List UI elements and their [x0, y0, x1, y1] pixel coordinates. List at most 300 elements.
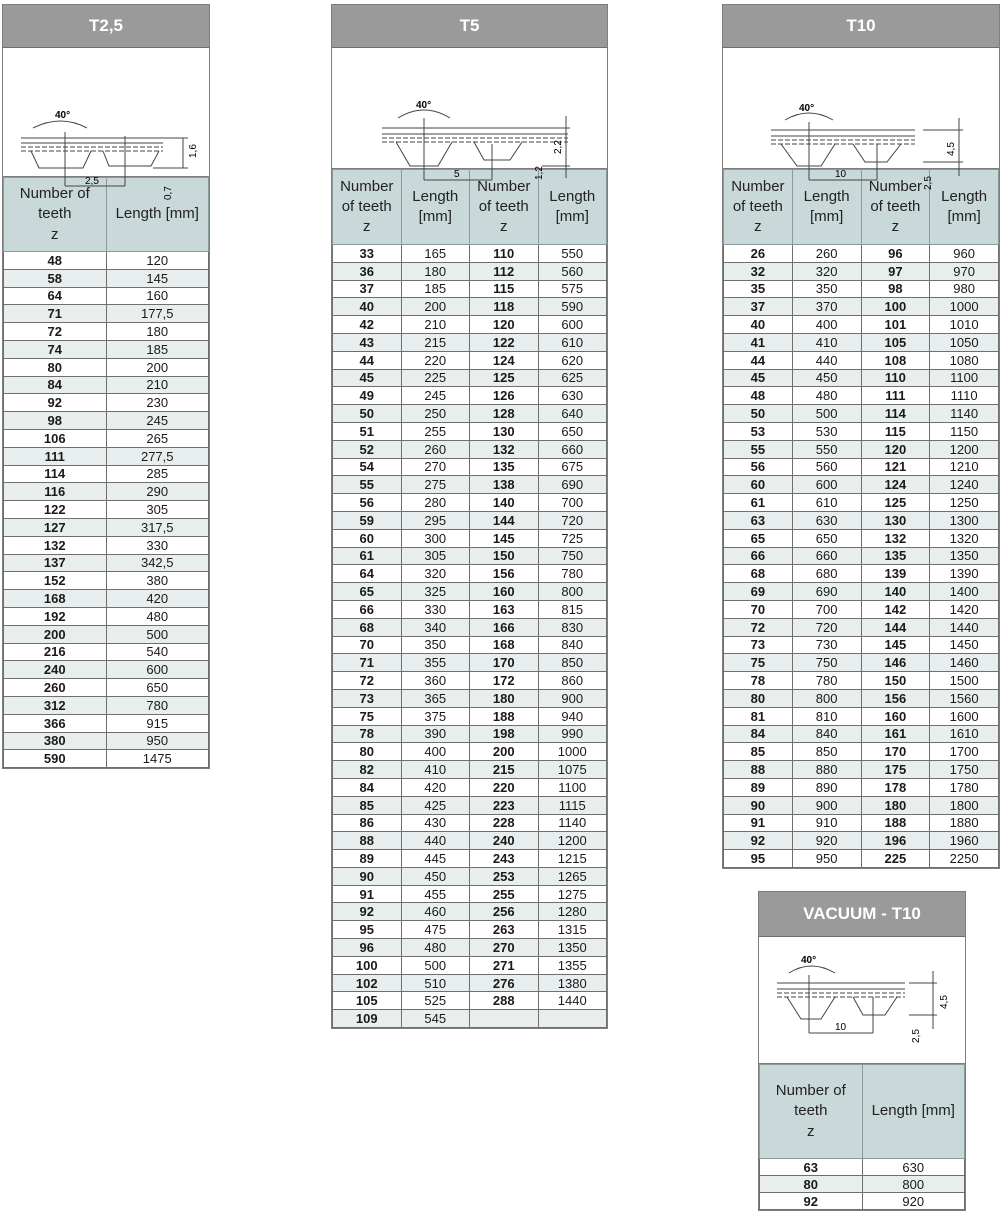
teeth-count-cell: 82: [333, 761, 402, 779]
length-cell: 410: [792, 333, 861, 351]
depth-label: 2,5: [911, 1029, 922, 1043]
length-cell: 720: [538, 511, 607, 529]
length-cell: 450: [401, 867, 470, 885]
teeth-count-cell: 288: [470, 992, 539, 1010]
length-cell: 360: [401, 672, 470, 690]
length-cell: 1140: [538, 814, 607, 832]
length-cell: 180: [401, 262, 470, 280]
table-row: [4, 305, 209, 323]
length-cell: 445: [401, 850, 470, 868]
length-cell: 145: [106, 269, 209, 287]
length-cell: 420: [401, 778, 470, 796]
table-row: [333, 921, 607, 939]
teeth-count-cell: 44: [333, 351, 402, 369]
length-cell: 650: [792, 529, 861, 547]
table-row: [724, 689, 999, 707]
length-cell: 400: [401, 743, 470, 761]
teeth-count-cell: 200: [470, 743, 539, 761]
length-cell: 480: [401, 939, 470, 957]
length-cell: 780: [538, 565, 607, 583]
belt-profile-diagram: [332, 48, 607, 180]
z-label: z: [807, 1122, 815, 1140]
teeth-count-cell: 91: [724, 814, 793, 832]
teeth-count-cell: 73: [333, 689, 402, 707]
teeth-count-cell: 144: [470, 511, 539, 529]
teeth-count-cell: 270: [470, 939, 539, 957]
teeth-count-cell: 55: [333, 476, 402, 494]
length-cell: 300: [401, 529, 470, 547]
teeth-count-cell: 45: [333, 369, 402, 387]
table-row: [4, 483, 209, 501]
teeth-count-cell: 115: [861, 422, 930, 440]
table-row: [4, 643, 209, 661]
length-cell: 480: [792, 387, 861, 405]
table-row: [724, 351, 999, 369]
teeth-count-cell: 41: [724, 333, 793, 351]
length-cell: 1250: [930, 494, 999, 512]
table-row: [333, 547, 607, 565]
table-row: [4, 429, 209, 447]
length-cell: 1315: [538, 921, 607, 939]
table-title: T5: [332, 5, 607, 48]
length-cell: 900: [538, 689, 607, 707]
pitch-label: 2,5: [85, 176, 99, 187]
length-cell: 660: [792, 547, 861, 565]
table-row: [333, 689, 607, 707]
table-row: [4, 661, 209, 679]
teeth-count-cell: 96: [861, 245, 930, 263]
length-cell: 480: [106, 607, 209, 625]
teeth-count-cell: 200: [4, 625, 107, 643]
teeth-count-cell: 49: [333, 387, 402, 405]
length-cell: 180: [106, 323, 209, 341]
teeth-count-cell: 70: [724, 600, 793, 618]
length-cell: 800: [792, 689, 861, 707]
teeth-count-cell: 132: [4, 536, 107, 554]
table-row: [333, 939, 607, 957]
teeth-count-cell: 168: [4, 590, 107, 608]
teeth-count-cell: 56: [724, 458, 793, 476]
z-label: z: [891, 218, 900, 236]
length-cell: 900: [792, 796, 861, 814]
length-cell: 260: [792, 245, 861, 263]
table-row: [724, 583, 999, 601]
length-cell: 800: [862, 1176, 965, 1193]
length-cell: 830: [538, 618, 607, 636]
length-cell: 560: [538, 262, 607, 280]
table-row: [333, 992, 607, 1010]
teeth-count-cell: 140: [861, 583, 930, 601]
teeth-count-cell: 111: [4, 447, 107, 465]
teeth-count-cell: 130: [470, 422, 539, 440]
length-cell: 455: [401, 885, 470, 903]
depth-label: 1,2: [534, 166, 545, 180]
length-cell: 840: [538, 636, 607, 654]
length-cell: 1460: [930, 654, 999, 672]
teeth-count-cell: 73: [724, 636, 793, 654]
table-row: [724, 672, 999, 690]
length-cell: 1355: [538, 956, 607, 974]
teeth-count-cell: 188: [861, 814, 930, 832]
teeth-count-cell: 253: [470, 867, 539, 885]
pitch-label: 10: [835, 169, 847, 180]
table-row: [333, 956, 607, 974]
teeth-count-cell: 163: [470, 600, 539, 618]
table-row: [724, 547, 999, 565]
length-cell: 440: [401, 832, 470, 850]
teeth-count-cell: 80: [4, 358, 107, 376]
length-cell: 620: [538, 351, 607, 369]
teeth-count-cell: 92: [724, 832, 793, 850]
teeth-count-cell: 108: [861, 351, 930, 369]
table-row: [724, 636, 999, 654]
length-cell: 185: [401, 280, 470, 298]
length-cell: 165: [401, 245, 470, 263]
table-row: [333, 867, 607, 885]
table-row: [333, 743, 607, 761]
table-row: [760, 1176, 965, 1193]
length-cell: 840: [792, 725, 861, 743]
teeth-count-cell: 260: [4, 679, 107, 697]
table-row: [4, 696, 209, 714]
table-row: [333, 974, 607, 992]
length-cell: 380: [106, 572, 209, 590]
length-cell: 1475: [106, 750, 209, 768]
table-row: [333, 850, 607, 868]
length-cell: 690: [538, 476, 607, 494]
length-cell: 245: [401, 387, 470, 405]
length-cell: 1440: [930, 618, 999, 636]
length-cell: 185: [106, 340, 209, 358]
length-cell: 545: [401, 1010, 470, 1028]
teeth-count-cell: 122: [470, 333, 539, 351]
table-row: [724, 476, 999, 494]
length-cell: 275: [401, 476, 470, 494]
table-row: [724, 850, 999, 868]
length-cell: 250: [401, 405, 470, 423]
length-cell: 880: [792, 761, 861, 779]
teeth-count-cell: 121: [861, 458, 930, 476]
teeth-header: [861, 170, 930, 245]
teeth-count-cell: 61: [724, 494, 793, 512]
length-cell: 1450: [930, 636, 999, 654]
teeth-count-cell: 86: [333, 814, 402, 832]
teeth-count-cell: 196: [861, 832, 930, 850]
length-cell: 630: [862, 1159, 965, 1176]
length-cell: 950: [106, 732, 209, 750]
table-row: [4, 376, 209, 394]
length-cell: 440: [792, 351, 861, 369]
length-cell: 1265: [538, 867, 607, 885]
length-cell: 970: [930, 262, 999, 280]
length-cell: 370: [792, 298, 861, 316]
length-cell: 1075: [538, 761, 607, 779]
teeth-count-cell: 60: [724, 476, 793, 494]
table-row: [724, 298, 999, 316]
teeth-count-cell: 243: [470, 850, 539, 868]
length-cell: 1560: [930, 689, 999, 707]
teeth-count-cell: 116: [4, 483, 107, 501]
length-cell: 630: [792, 511, 861, 529]
table-row: [4, 590, 209, 608]
length-cell: 355: [401, 654, 470, 672]
teeth-count-cell: 255: [470, 885, 539, 903]
teeth-count-cell: 175: [861, 761, 930, 779]
teeth-count-cell: 75: [724, 654, 793, 672]
teeth-count-cell: 43: [333, 333, 402, 351]
teeth-count-cell: 74: [4, 340, 107, 358]
length-cell: 1215: [538, 850, 607, 868]
length-cell: 160: [106, 287, 209, 305]
length-cell: 610: [538, 333, 607, 351]
table-row: [724, 245, 999, 263]
teeth-header-label: Number of teeth: [731, 177, 785, 215]
length-cell: 255: [401, 422, 470, 440]
length-cell: 1100: [930, 369, 999, 387]
table-row: [4, 252, 209, 270]
teeth-count-cell: 88: [333, 832, 402, 850]
belt-profile-diagram: [3, 48, 209, 200]
length-cell: 220: [401, 351, 470, 369]
teeth-count-cell: 95: [724, 850, 793, 868]
teeth-count-cell: 180: [861, 796, 930, 814]
length-cell: 225: [401, 369, 470, 387]
teeth-count-cell: 366: [4, 714, 107, 732]
table-row: [333, 565, 607, 583]
length-cell: 780: [792, 672, 861, 690]
belt-profile-drawing: [759, 937, 965, 1063]
teeth-count-cell: 127: [4, 518, 107, 536]
table-row: [724, 565, 999, 583]
length-cell: 980: [930, 280, 999, 298]
height-label: 4,5: [946, 142, 957, 156]
length-cell: 500: [401, 956, 470, 974]
teeth-count-cell: 80: [724, 689, 793, 707]
teeth-count-cell: 90: [724, 796, 793, 814]
length-cell: 342,5: [106, 554, 209, 572]
teeth-count-cell: 68: [724, 565, 793, 583]
length-cell: 810: [792, 707, 861, 725]
table-row: [724, 725, 999, 743]
teeth-count-cell: 166: [470, 618, 539, 636]
teeth-count-cell: 312: [4, 696, 107, 714]
height-label: 1,6: [188, 144, 199, 158]
teeth-count-cell: 105: [333, 992, 402, 1010]
teeth-count-cell: 106: [4, 429, 107, 447]
table-row: [724, 369, 999, 387]
length-cell: 920: [792, 832, 861, 850]
teeth-count-cell: 63: [724, 511, 793, 529]
length-cell: 210: [106, 376, 209, 394]
teeth-count-cell: 240: [4, 661, 107, 679]
length-cell: 350: [792, 280, 861, 298]
table-t2-5-panel: [2, 4, 210, 769]
teeth-header: [333, 170, 402, 245]
teeth-count-cell: 91: [333, 885, 402, 903]
table-row: [4, 269, 209, 287]
table-row: [724, 405, 999, 423]
table-row: [333, 725, 607, 743]
teeth-count-cell: 118: [470, 298, 539, 316]
teeth-count-cell: 72: [724, 618, 793, 636]
teeth-count-cell: 256: [470, 903, 539, 921]
teeth-count-cell: 271: [470, 956, 539, 974]
teeth-count-cell: 263: [470, 921, 539, 939]
teeth-header: [760, 1065, 863, 1159]
length-cell: 1240: [930, 476, 999, 494]
table-row: [333, 618, 607, 636]
teeth-count-cell: 137: [4, 554, 107, 572]
teeth-count-cell: 35: [724, 280, 793, 298]
teeth-count-cell: 135: [861, 547, 930, 565]
length-cell: 860: [538, 672, 607, 690]
teeth-header: [4, 178, 107, 252]
table-row: [333, 600, 607, 618]
length-cell: 1010: [930, 316, 999, 334]
length-cell: 680: [792, 565, 861, 583]
table-row: [724, 280, 999, 298]
length-cell: 390: [401, 725, 470, 743]
teeth-count-cell: 84: [4, 376, 107, 394]
table-row: [724, 494, 999, 512]
teeth-count-cell: 120: [861, 440, 930, 458]
length-cell: 1700: [930, 743, 999, 761]
teeth-count-cell: 37: [333, 280, 402, 298]
teeth-count-cell: 122: [4, 501, 107, 519]
table-row: [333, 778, 607, 796]
table-t10-panel: [722, 4, 1000, 869]
teeth-count-cell: 188: [470, 707, 539, 725]
teeth-count-cell: 102: [333, 974, 402, 992]
teeth-count-cell: 152: [4, 572, 107, 590]
length-cell: 1080: [930, 351, 999, 369]
teeth-count-cell: 78: [724, 672, 793, 690]
table-row: [4, 554, 209, 572]
teeth-count-cell: 59: [333, 511, 402, 529]
length-header: Length [mm]: [401, 170, 470, 245]
length-cell: 200: [106, 358, 209, 376]
teeth-count-cell: 98: [4, 412, 107, 430]
teeth-count-cell: 66: [724, 547, 793, 565]
table-row: [724, 778, 999, 796]
length-cell: 1960: [930, 832, 999, 850]
table-row: [333, 476, 607, 494]
teeth-count-cell: 142: [861, 600, 930, 618]
teeth-count-cell: 138: [470, 476, 539, 494]
teeth-count-cell: 140: [470, 494, 539, 512]
teeth-count-cell: 92: [760, 1193, 863, 1210]
table-row: [333, 262, 607, 280]
teeth-count-cell: 114: [4, 465, 107, 483]
teeth-count-cell: 52: [333, 440, 402, 458]
length-cell: 550: [538, 245, 607, 263]
teeth-count-cell: 115: [470, 280, 539, 298]
teeth-count-cell: 95: [333, 921, 402, 939]
table-row: [4, 447, 209, 465]
length-cell: 475: [401, 921, 470, 939]
table-row: [724, 316, 999, 334]
table-row: [333, 636, 607, 654]
teeth-count-cell: 45: [724, 369, 793, 387]
teeth-count-cell: 58: [4, 269, 107, 287]
teeth-count-cell: 70: [333, 636, 402, 654]
teeth-count-cell: 81: [724, 707, 793, 725]
length-cell: 280: [401, 494, 470, 512]
length-cell: 1115: [538, 796, 607, 814]
teeth-count-cell: 180: [470, 689, 539, 707]
table-row: [4, 572, 209, 590]
table-row: [760, 1193, 965, 1210]
teeth-count-cell: 53: [724, 422, 793, 440]
z-label: z: [754, 218, 762, 236]
teeth-count-cell: 132: [470, 440, 539, 458]
table-row: [724, 743, 999, 761]
length-cell: 320: [401, 565, 470, 583]
teeth-count-cell: 126: [470, 387, 539, 405]
length-cell: 450: [792, 369, 861, 387]
teeth-count-cell: [470, 1010, 539, 1028]
length-header: Length [mm]: [106, 178, 209, 252]
length-cell: 375: [401, 707, 470, 725]
table-row: [4, 732, 209, 750]
teeth-count-cell: 55: [724, 440, 793, 458]
teeth-header-label: Number of teeth: [19, 185, 90, 223]
teeth-count-cell: 100: [861, 298, 930, 316]
length-cell: 1440: [538, 992, 607, 1010]
length-cell: 725: [538, 529, 607, 547]
table-row: [333, 405, 607, 423]
teeth-count-cell: 89: [333, 850, 402, 868]
belt-length-table: [332, 169, 607, 1028]
table-row: [724, 814, 999, 832]
teeth-count-cell: 124: [861, 476, 930, 494]
teeth-count-cell: 156: [861, 689, 930, 707]
teeth-header-label: Number of teeth: [340, 177, 394, 215]
length-cell: 265: [106, 429, 209, 447]
table-row: [333, 832, 607, 850]
teeth-count-cell: 37: [724, 298, 793, 316]
angle-label: 40°: [55, 110, 71, 121]
length-cell: 1350: [538, 939, 607, 957]
teeth-count-cell: 48: [4, 252, 107, 270]
teeth-count-cell: 66: [333, 600, 402, 618]
teeth-count-cell: 130: [861, 511, 930, 529]
table-row: [4, 607, 209, 625]
table-row: [724, 600, 999, 618]
length-cell: 700: [538, 494, 607, 512]
length-cell: 1200: [930, 440, 999, 458]
teeth-count-cell: 150: [470, 547, 539, 565]
length-cell: 245: [106, 412, 209, 430]
teeth-count-cell: 64: [4, 287, 107, 305]
teeth-count-cell: 170: [861, 743, 930, 761]
angle-label: 40°: [416, 100, 432, 111]
length-cell: 325: [401, 583, 470, 601]
length-cell: 1350: [930, 547, 999, 565]
teeth-count-cell: 65: [333, 583, 402, 601]
length-header: Length [mm]: [930, 170, 999, 245]
length-cell: 230: [106, 394, 209, 412]
length-cell: 340: [401, 618, 470, 636]
teeth-count-cell: 170: [470, 654, 539, 672]
teeth-count-cell: 68: [333, 618, 402, 636]
length-cell: 750: [792, 654, 861, 672]
length-cell: 525: [401, 992, 470, 1010]
height-label: 2,2: [553, 140, 564, 154]
length-cell: 270: [401, 458, 470, 476]
belt-profile-diagram: [759, 937, 965, 1064]
table-row: [333, 422, 607, 440]
